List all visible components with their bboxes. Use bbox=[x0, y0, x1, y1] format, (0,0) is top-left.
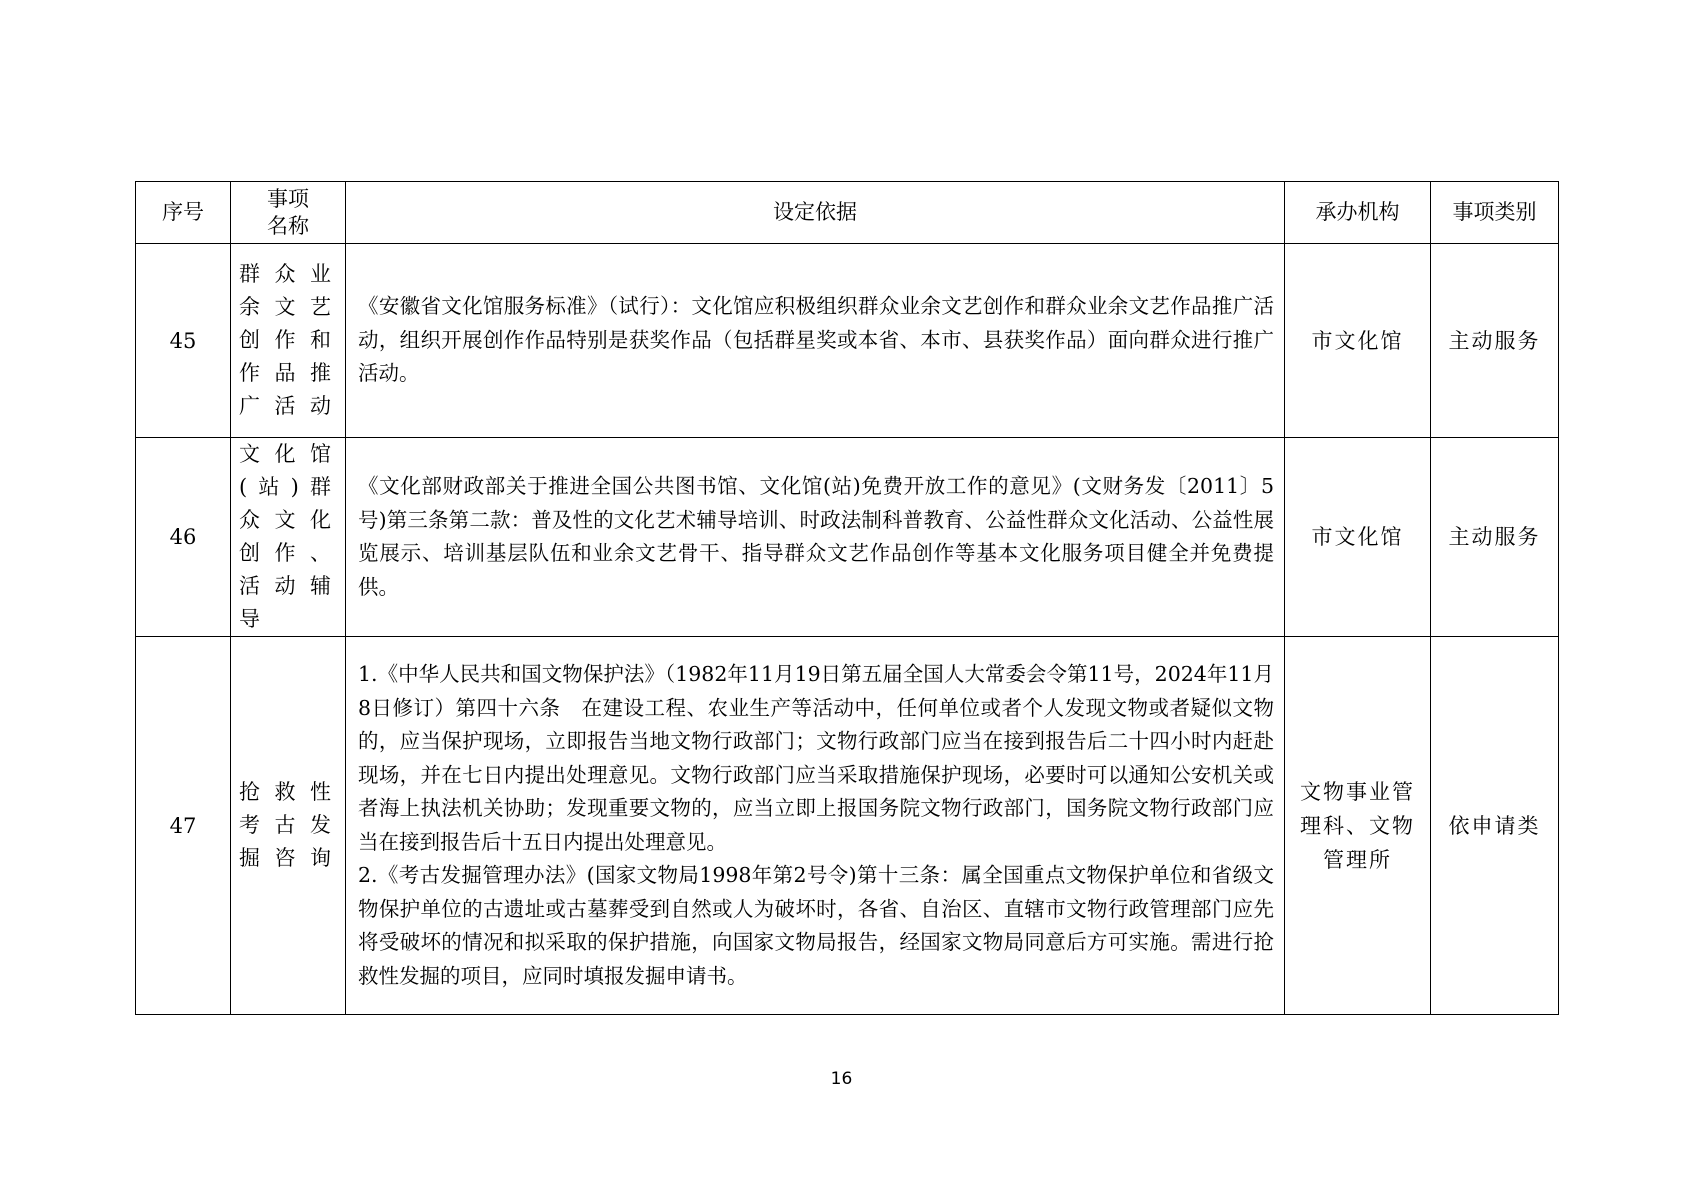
header-org: 承办机构 bbox=[1285, 182, 1431, 244]
table-row bbox=[136, 637, 1559, 1015]
row-basis bbox=[346, 637, 1285, 1015]
row-basis bbox=[346, 244, 1285, 438]
row-category: 主动服务 bbox=[1431, 244, 1559, 438]
items-table bbox=[135, 181, 1559, 1015]
row-seq: 47 bbox=[136, 637, 231, 1015]
row-basis bbox=[346, 438, 1285, 637]
row-name: 群众业余文艺创作和作品推广活动 bbox=[231, 244, 346, 438]
row-category: 主动服务 bbox=[1431, 438, 1559, 637]
header-seq: 序号 bbox=[136, 182, 231, 244]
header-category: 事项类别 bbox=[1431, 182, 1559, 244]
row-category: 依申请类 bbox=[1431, 637, 1559, 1015]
table-row bbox=[136, 438, 1559, 637]
row-name: 文化馆(站)群众文化创作、活动辅导 bbox=[231, 438, 346, 637]
row-org: 市文化馆 bbox=[1285, 438, 1431, 637]
row-seq: 45 bbox=[136, 244, 231, 438]
row-name: 抢救性考古发掘咨询 bbox=[231, 637, 346, 1015]
basis-paragraph: 《文化部财政部关于推进全国公共图书馆、文化馆(站)免费开放工作的意见》(文财务发〔2011〕5号)第三条第二款：普及性的文化艺术辅导培训、时政法制科普教育、公益性群众文化活动、公益性展览展示、培训基层队伍和业余文艺骨干、指导群众文艺作品创作等基本文化服务项目健全并免费提供。 bbox=[358, 474, 1274, 599]
row-org-text: 文物事业管理科、文物管理所 bbox=[1300, 779, 1415, 872]
header-row bbox=[136, 182, 1559, 244]
basis-paragraph: 1.《中华人民共和国文物保护法》（1982年11月19日第五届全国人大常委会令第11号，2024年11月8日修订）第四十六条 在建设工程、农业生产等活动中，任何单位或者个人发现文物或者疑似文物的，应当保护现场，立即报告当地文物行政部门；文物行政部门应当在接到报告后二十四小时内赶赴现场，并在七日内提出处理意见。文物行政部门应当采取措施保护现场，必要时可以通知公安机关或者海上执法机关协助；发现重要文物的，应当立即上报国务院文物行政部门，国务院文物行政部门应当在接到报告后十五日内提出处理意见。 bbox=[358, 662, 1274, 854]
header-name-line1: 事项 bbox=[267, 186, 309, 211]
basis-paragraph: 2.《考古发掘管理办法》(国家文物局1998年第2号令)第十三条：属全国重点文物保护单位和省级文物保护单位的古遗址或古墓葬受到自然或人为破坏时，各省、自治区、直辖市文物行政管理部门应先将受破坏的情况和拟采取的保护措施，向国家文物局报告，经国家文物局同意后方可实施。需进行抢救性发掘的项目，应同时填报发掘申请书。 bbox=[358, 863, 1274, 988]
table-row bbox=[136, 244, 1559, 438]
header-basis: 设定依据 bbox=[346, 182, 1285, 244]
basis-paragraph: 《安徽省文化馆服务标准》（试行）：文化馆应积极组织群众业余文艺创作和群众业余文艺作品推广活动，组织开展创作作品特别是获奖作品（包括群星奖或本省、本市、县获奖作品）面向群众进行推广活动。 bbox=[358, 294, 1274, 386]
page-number: 16 bbox=[830, 1069, 853, 1089]
row-seq: 46 bbox=[136, 438, 231, 637]
row-org bbox=[1285, 637, 1431, 1015]
row-org: 市文化馆 bbox=[1285, 244, 1431, 438]
header-name-line2: 名称 bbox=[267, 213, 309, 238]
header-name bbox=[231, 182, 346, 244]
